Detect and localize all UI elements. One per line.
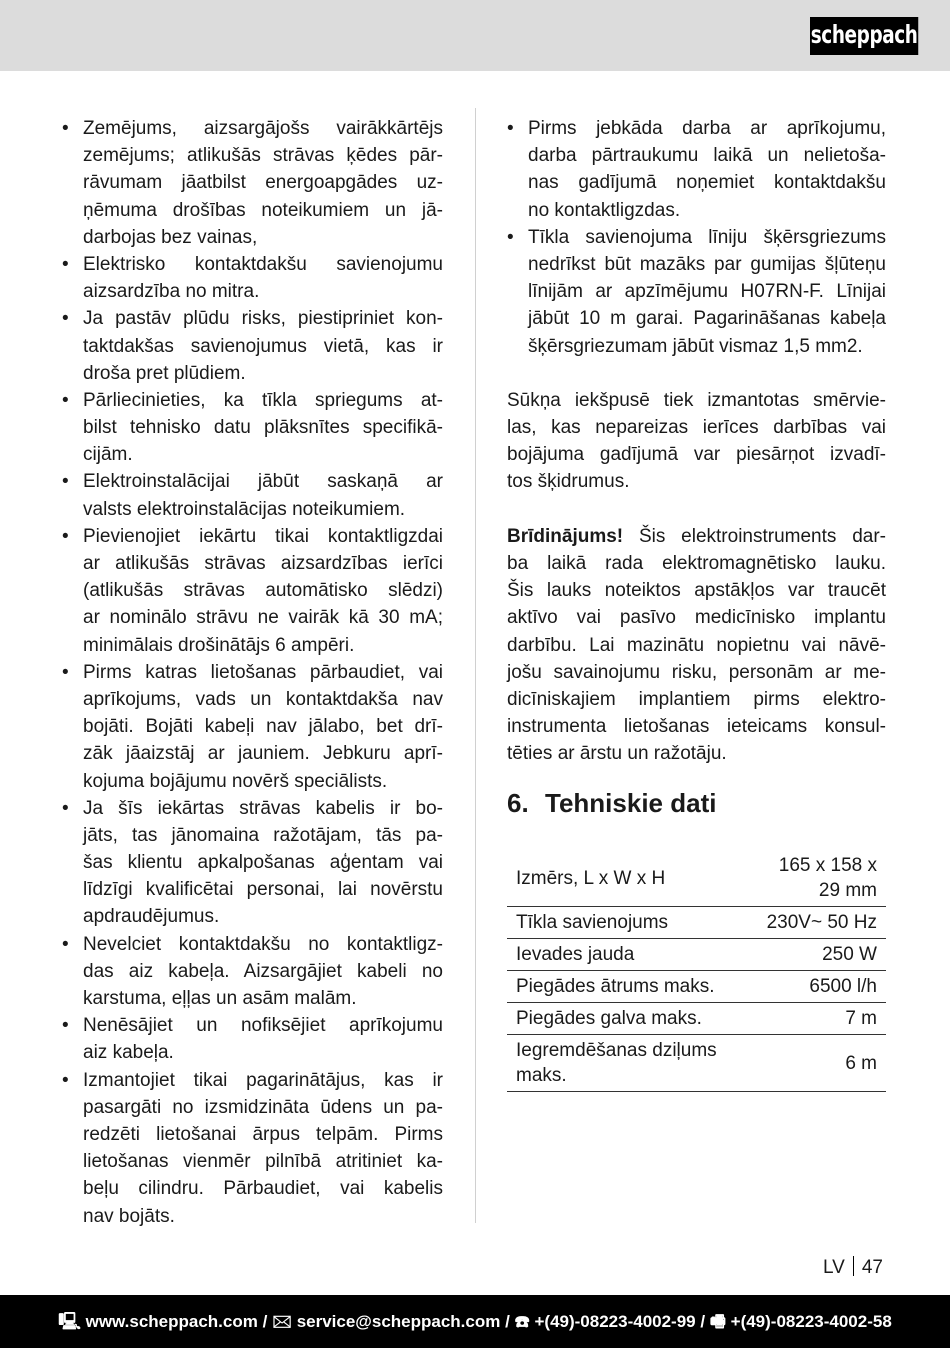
text-line: ņēmuma drošības noteikumiem un jā-	[83, 199, 443, 221]
bullet-item	[62, 795, 443, 931]
bullet-item	[62, 115, 443, 251]
spec-label: Ievades jauda	[507, 939, 748, 971]
spec-label: Piegādes ātrums maks.	[507, 971, 748, 1003]
spec-label: Piegādes galva maks.	[507, 1003, 748, 1035]
page-number	[823, 1256, 883, 1279]
text-line: šas klientu apkalpošanas aģentam vai	[83, 852, 443, 874]
text-line: bilst tehnisko datu plāksnītes specifikā-	[83, 417, 443, 439]
email-link[interactable]: service@scheppach.com	[296, 1312, 501, 1331]
section-heading	[507, 788, 716, 819]
computer-icon: 🖳	[58, 1312, 81, 1331]
bullet-icon: •	[62, 118, 69, 139]
text-line: las, kas nepareizas ierīces darbības vai	[507, 417, 886, 439]
bullet-icon: •	[507, 226, 514, 248]
table-row	[507, 971, 886, 1003]
bullet-item	[62, 387, 443, 469]
right-column	[507, 115, 886, 768]
fax-number: +(49)-08223-4002-58	[730, 1312, 892, 1331]
language-code: LV	[823, 1257, 845, 1278]
text-line: bojājuma gadījumā var piesārņot izvadī-	[507, 444, 886, 466]
text-line: rāvumam jāatbilst energoapgādes uz-	[83, 172, 443, 194]
text-line: šķērsgriezumam jābūt vismaz 1,5 mm2.	[528, 335, 863, 357]
text-line: aizsardzība no mitra.	[83, 281, 260, 303]
text-line: zemējums; atlikušās strāvas ķēdes pār-	[83, 145, 443, 167]
text-line: Elektroinstalācijai jābūt saskaņā ar	[83, 471, 443, 493]
text-line: lietošanas vienmēr pilnībā atritiniet ka-	[83, 1151, 443, 1173]
text-line: ar nominālo strāvu ne vairāk kā 30 mA;	[83, 607, 443, 629]
bullet-icon: •	[62, 253, 69, 275]
bullet-icon: •	[62, 525, 69, 547]
warning-first-line: Šis elektroinstruments dar-	[623, 525, 886, 547]
left-column	[62, 115, 443, 1230]
text-line: (atlikušās strāvas automātisko slēdzi)	[83, 580, 443, 602]
text-line: Tīkla savienojuma līniju šķērsgriezums	[528, 226, 886, 248]
text-line: aiz kabeļa.	[83, 1042, 174, 1064]
table-row	[507, 1003, 886, 1035]
text-line: Pirms jebkāda darba ar aprīkojumu,	[528, 118, 886, 139]
spec-value: 7 m	[748, 1003, 886, 1035]
bullet-item	[507, 115, 886, 224]
bullet-icon: •	[62, 797, 69, 819]
page-number-value: 47	[861, 1257, 883, 1278]
separator: /	[700, 1312, 706, 1331]
text-line: tos šķidrumus.	[507, 471, 630, 493]
table-row	[507, 850, 886, 907]
text-line: cijām.	[83, 444, 133, 466]
bullet-item	[62, 659, 443, 795]
bullet-icon: •	[507, 118, 514, 139]
text-line: das aiz kabeļa. Aizsargājiet kabeli no	[83, 960, 443, 982]
text-line: Elektrisko kontaktdakšu savienojumu	[83, 253, 443, 275]
text-line: Pirms katras lietošanas pārbaudiet, vai	[83, 661, 443, 683]
text-line: nedrīkst būt mazāks par gumijas šļūteņu	[528, 253, 886, 275]
text-line: Nenēsājiet un nofiksējiet aprīkojumu	[83, 1015, 443, 1037]
text-line: ba laikā rada elektromagnētisko lauku.	[507, 553, 886, 574]
bullet-item	[62, 251, 443, 305]
text-line: Šis lauks noteiktos apstākļos var traucēt	[507, 580, 886, 602]
text-line: bojāti. Bojāti kabeļi nav jālabo, bet drī-	[83, 716, 443, 738]
separator: /	[262, 1312, 268, 1331]
text-line: Izmantojiet tikai pagarinātājus, kas ir	[83, 1069, 443, 1091]
spec-label: Tīkla savienojums	[507, 907, 748, 939]
tech-data-table	[507, 850, 886, 1092]
text-line: līnijām ar apzīmējumu H07RN-F. Līnijai	[528, 281, 886, 303]
text-line: dicīniskajiem implantiem pirms elektro-	[507, 688, 886, 710]
text-line: aprīkojums, vads un kontaktdakša nav	[83, 688, 443, 710]
text-line: nas gadījumā noņemiet kontaktdakšu	[528, 172, 886, 194]
spec-value: 250 W	[748, 939, 886, 971]
text-line: Sūkņa iekšpusē tiek izmantotas smērvie-	[507, 389, 886, 411]
text-line: jāts, tas jānomaina ražotājam, tās pa-	[83, 824, 443, 846]
text-line: zāk jāaizstāj ar jauniem. Jebkuru aprī-	[83, 743, 443, 765]
text-line: ar atlikušās strāvas aizsardzības ierīci	[83, 553, 443, 574]
text-line: jošu savainojumu risku, personām ar me-	[507, 661, 886, 683]
text-line: Ja pastāv plūdu risks, piestipriniet kon-	[83, 308, 443, 330]
page-header	[0, 0, 950, 71]
text-line: valsts elektroinstalācijas noteikumiem.	[83, 498, 406, 520]
text-line: Pārliecinieties, ka tīkla spriegums at-	[83, 389, 443, 411]
text-line: līdzīgi kvalificētai personai, lai novērstu	[83, 879, 443, 901]
bullet-item	[62, 931, 443, 1013]
contact-footer	[0, 1295, 950, 1348]
separator: /	[505, 1312, 510, 1331]
spec-value: 230V~ 50 Hz	[748, 907, 886, 939]
bullet-item	[62, 305, 443, 387]
text-line: tēties ar ārstu un ražotāju.	[507, 743, 727, 765]
spec-label: Izmērs, L x W x H	[507, 850, 748, 907]
text-line: karstuma, eļļas un asām malām.	[83, 988, 357, 1009]
text-line: no kontaktligzdas.	[528, 199, 681, 221]
text-line: jābūt 10 m garai. Pagarināšanas kabeļa	[528, 308, 886, 330]
text-line: apdraudējumus.	[83, 906, 220, 928]
text-line: kojuma bojājumu novērš speciālists.	[83, 770, 388, 792]
text-line: Zemējums, aizsargājošs vairākkārtējs	[83, 118, 443, 139]
fax-icon: 🖷	[709, 1312, 726, 1331]
column-divider	[475, 108, 476, 1223]
text-line: minimālais drošinātājs 6 ampēri.	[83, 634, 355, 656]
bullet-icon: •	[62, 1069, 69, 1091]
bullet-item	[507, 224, 886, 360]
spec-value: 165 x 158 x 29 mm	[748, 850, 886, 907]
scheppach-logo: scheppach	[810, 17, 918, 55]
bullet-icon: •	[62, 389, 69, 411]
warning-paragraph	[507, 523, 886, 768]
spec-label: Iegremdēšanas dziļums maks.	[507, 1035, 748, 1092]
section-title: Tehniskie dati	[545, 788, 717, 818]
bullet-item	[62, 468, 443, 522]
bullet-item	[62, 1067, 443, 1230]
phone-icon: ☎	[514, 1312, 530, 1331]
table-row	[507, 939, 886, 971]
text-line: taktdakšas savienojumus vietā, kas ir	[83, 335, 443, 357]
bullet-item	[62, 523, 443, 659]
right-bullets	[507, 115, 886, 360]
text-line: pasargāti no izsmidzināta ūdens un pa-	[83, 1096, 443, 1118]
text-line: Pievienojiet iekārtu tikai kontaktligzdai	[83, 525, 443, 547]
text-line: darba pārtraukumu laikā un nelietoša-	[528, 145, 886, 167]
bullet-item	[62, 1012, 443, 1066]
bullet-icon: •	[62, 661, 69, 683]
text-line: darbojas bez vainas,	[83, 226, 258, 248]
table-row	[507, 1035, 886, 1092]
spec-value: 6 m	[748, 1035, 886, 1092]
bullet-icon: •	[62, 308, 69, 330]
mail-icon: 🖂	[272, 1312, 292, 1331]
warning-label: Brīdinājums!	[507, 525, 624, 547]
text-line: aktīvo vai pasīvo medicīnisko implantu	[507, 607, 886, 629]
website-link[interactable]: www.scheppach.com	[85, 1312, 258, 1331]
text-line: redzēti lietošanai ārpus telpām. Pirms	[83, 1123, 443, 1145]
section-number: 6.	[507, 788, 529, 818]
text-line: Nevelciet kontaktdakšu no kontaktligz-	[83, 933, 443, 955]
lubricant-paragraph	[507, 387, 886, 496]
bullet-icon: •	[62, 471, 69, 493]
phone-number: +(49)-08223-4002-99	[534, 1312, 696, 1331]
bullet-icon: •	[62, 933, 69, 955]
text-line: droša pret plūdiem.	[83, 362, 246, 384]
text-line: darbību. Lai mazinātu nopietnu vai nāvē-	[507, 634, 886, 656]
bullet-icon: •	[62, 1015, 69, 1037]
table-row	[507, 907, 886, 939]
text-line: instrumenta lietošanas ieteicams konsul-	[507, 716, 886, 738]
text-line: Ja šīs iekārtas strāvas kabelis ir bo-	[83, 797, 443, 819]
text-line: beļu cilindru. Pārbaudiet, vai kabelis	[83, 1178, 443, 1200]
spec-value: 6500 l/h	[748, 971, 886, 1003]
text-line: nav bojāts.	[83, 1205, 175, 1227]
